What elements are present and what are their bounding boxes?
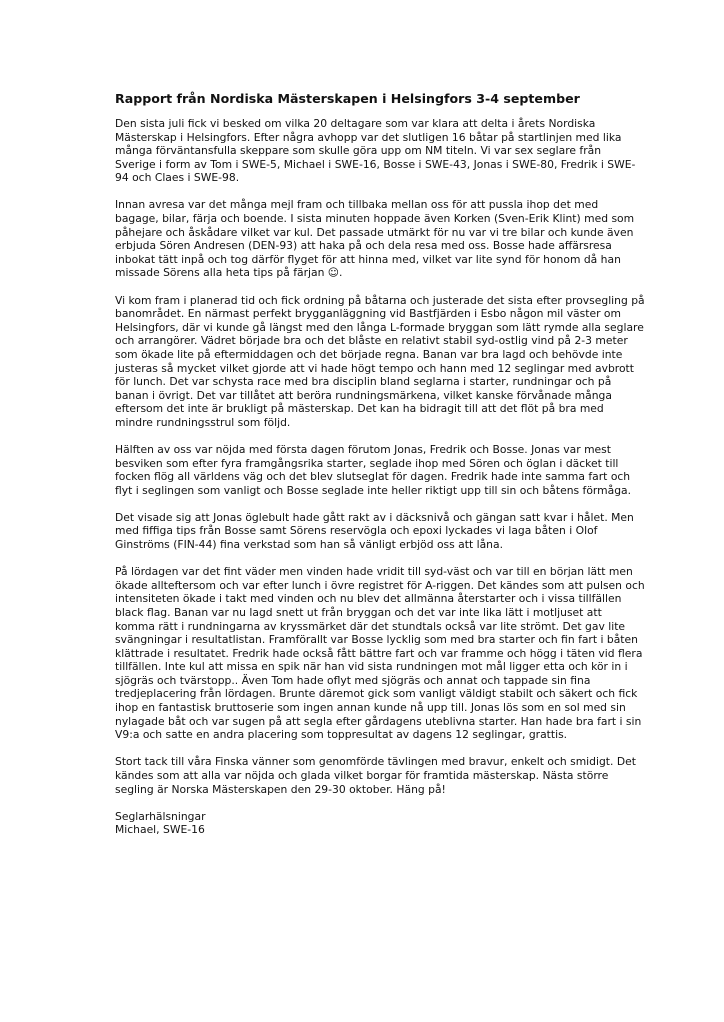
paragraph-day-one: Vi kom fram i planerad tid och fick ordning på båtarna och justerade det sista efter provsegling på banområdet. En närmast perfekt brygganläggning vid Bastfjärden i Esbo någon mil väster om Helsingfors, där vi kunde gå längst med den långa L-formade bryggan som lätt rymde alla seglare och arrangörer. Vädret började bra och det blåste en relativt stabil syd-ostlig vind på 2-3 meter som ökade lite på eftermiddagen och det började regna. Banan var bra lagd och behövde inte justeras så mycket vilket gjorde att vi hade högt tempo och hann med 12 seglingar med avbrott för lunch. Det var schysta race med bra disciplin bland seglarna i starter, rundningar och på banan i övrigt. Det var tillåtet att beröra rundningsmärkena, vilket kanske förvånade många eftersom det inte är brukligt på mästerskap. Det kan ha bidragit till att det flöt på bra med mindre rundningsstrul som följd. [115, 293, 645, 429]
signature-greeting: Seglarhälsningar [115, 809, 206, 823]
signature-block [115, 810, 645, 837]
signature-name: Michael, SWE-16 [115, 823, 205, 837]
paragraph-thanks: Stort tack till våra Finska vänner som genomförde tävlingen med bravur, enkelt och smidigt. Det kändes som att alla var nöjda och glada vilket borgar för framtida mästerskap. Nästa större segling är Norska Mästerskapen den 29-30 oktober. Häng på! [115, 755, 636, 796]
paragraph-day-one-results: Hälften av oss var nöjda med första dagen förutom Jonas, Fredrik och Bosse. Jonas var mest besviken som efter fyra framgångsrika starter, seglade ihop med Sören och öglan i däcket till focken flög all världens väg och det blev slutseglat för dagen. Fredrik hade inte samma fart och flyt i seglingen som vanligt och Bosse seglade inte heller riktigt upp till sin och båtens förmåga. [115, 442, 632, 497]
paragraph-intro: Den sista juli fick vi besked om vilka 20 deltagare som var klara att delta i årets Nordiska Mästerskap i Helsingfors. Efter några avhopp var det slutligen 16 båtar på startlinjen med lika många förväntansfulla skeppare som skulle göra upp om NM titeln. Vi var sex seglare från Sverige i form av Tom i SWE-5, Michael i SWE-16, Bosse i SWE-43, Jonas i SWE-80, Fredrik i SWE-94 och Claes i SWE-98. [115, 117, 636, 185]
paragraph-travel: Innan avresa var det många mejl fram och tillbaka mellan oss för att pussla ihop det med bagage, bilar, färja och boende. I sista minuten hoppade även Korken (Sven-Erik Klint) med som påhejare och åskådare vilket var kul. Det passade utmärkt för nu var vi tre bilar och kunde även erbjuda Sören Andresen (DEN-93) att haka på och dela resa med oss. Bosse hade affärsresa inbokat tätt inpå och tog därför flyget för att hinna med, vilket var lite synd för honom då han missade Sörens alla heta tips på färjan ☺. [115, 198, 635, 280]
document-title: Rapport från Nordiska Mästerskapen i Helsingfors 3-4 september [115, 91, 580, 106]
paragraph-repair: Det visade sig att Jonas öglebult hade gått rakt av i däcksnivå och gängan satt kvar i hålet. Men med fiffiga tips från Bosse samt Sörens reservögla och epoxi lyckades vi laga båten i Olof Ginströms (FIN-44) fina verkstad som han så vänligt erbjöd oss att låna. [115, 510, 634, 552]
paragraph-saturday: På lördagen var det fint väder men vinden hade vridit till syd-väst och var till en början lätt men ökade allteftersom och var efter lunch i övre registret för A-riggen. Det kändes som att pulsen och intensiteten ökade i takt med vinden och nu blev det allmänna återstarter och i vissa tillfällen black flag. Banan var nu lagd snett ut från bryggan och det var inte lika lätt i motljuset att komma rätt i rundningarna av kryssmärket där det stundtals också var lite strömt. Det gav lite svängningar i resultatlistan. Framförallt var Bosse lycklig som med bra starter och fin fart i båten klättrade i resultatet. Fredrik hade också fått bättre fart och var framme och högg i täten vid flera tillfällen. Inte kul att missa en spik när han vid sista rundningen mot mål ligger etta och kör in i sjögräs och tvärstopp.. Även Tom hade oflyt med sjögräs och annat och tappade sin fina tredjeplacering från lördagen. Brunte däremot gick som vanligt väldigt stabilt och säkert och fick ihop en fantastisk bruttoserie som ingen annan kunde nå upp till. Jonas lös som en sol med sin nylagade båt och var sugen på att segla efter gårdagens uteblivna starter. Han hade bra fart i sin V9:a och satte en andra placering som toppresultat av dagens 12 seglingar, grattis. [115, 565, 645, 742]
document-page [115, 91, 645, 837]
